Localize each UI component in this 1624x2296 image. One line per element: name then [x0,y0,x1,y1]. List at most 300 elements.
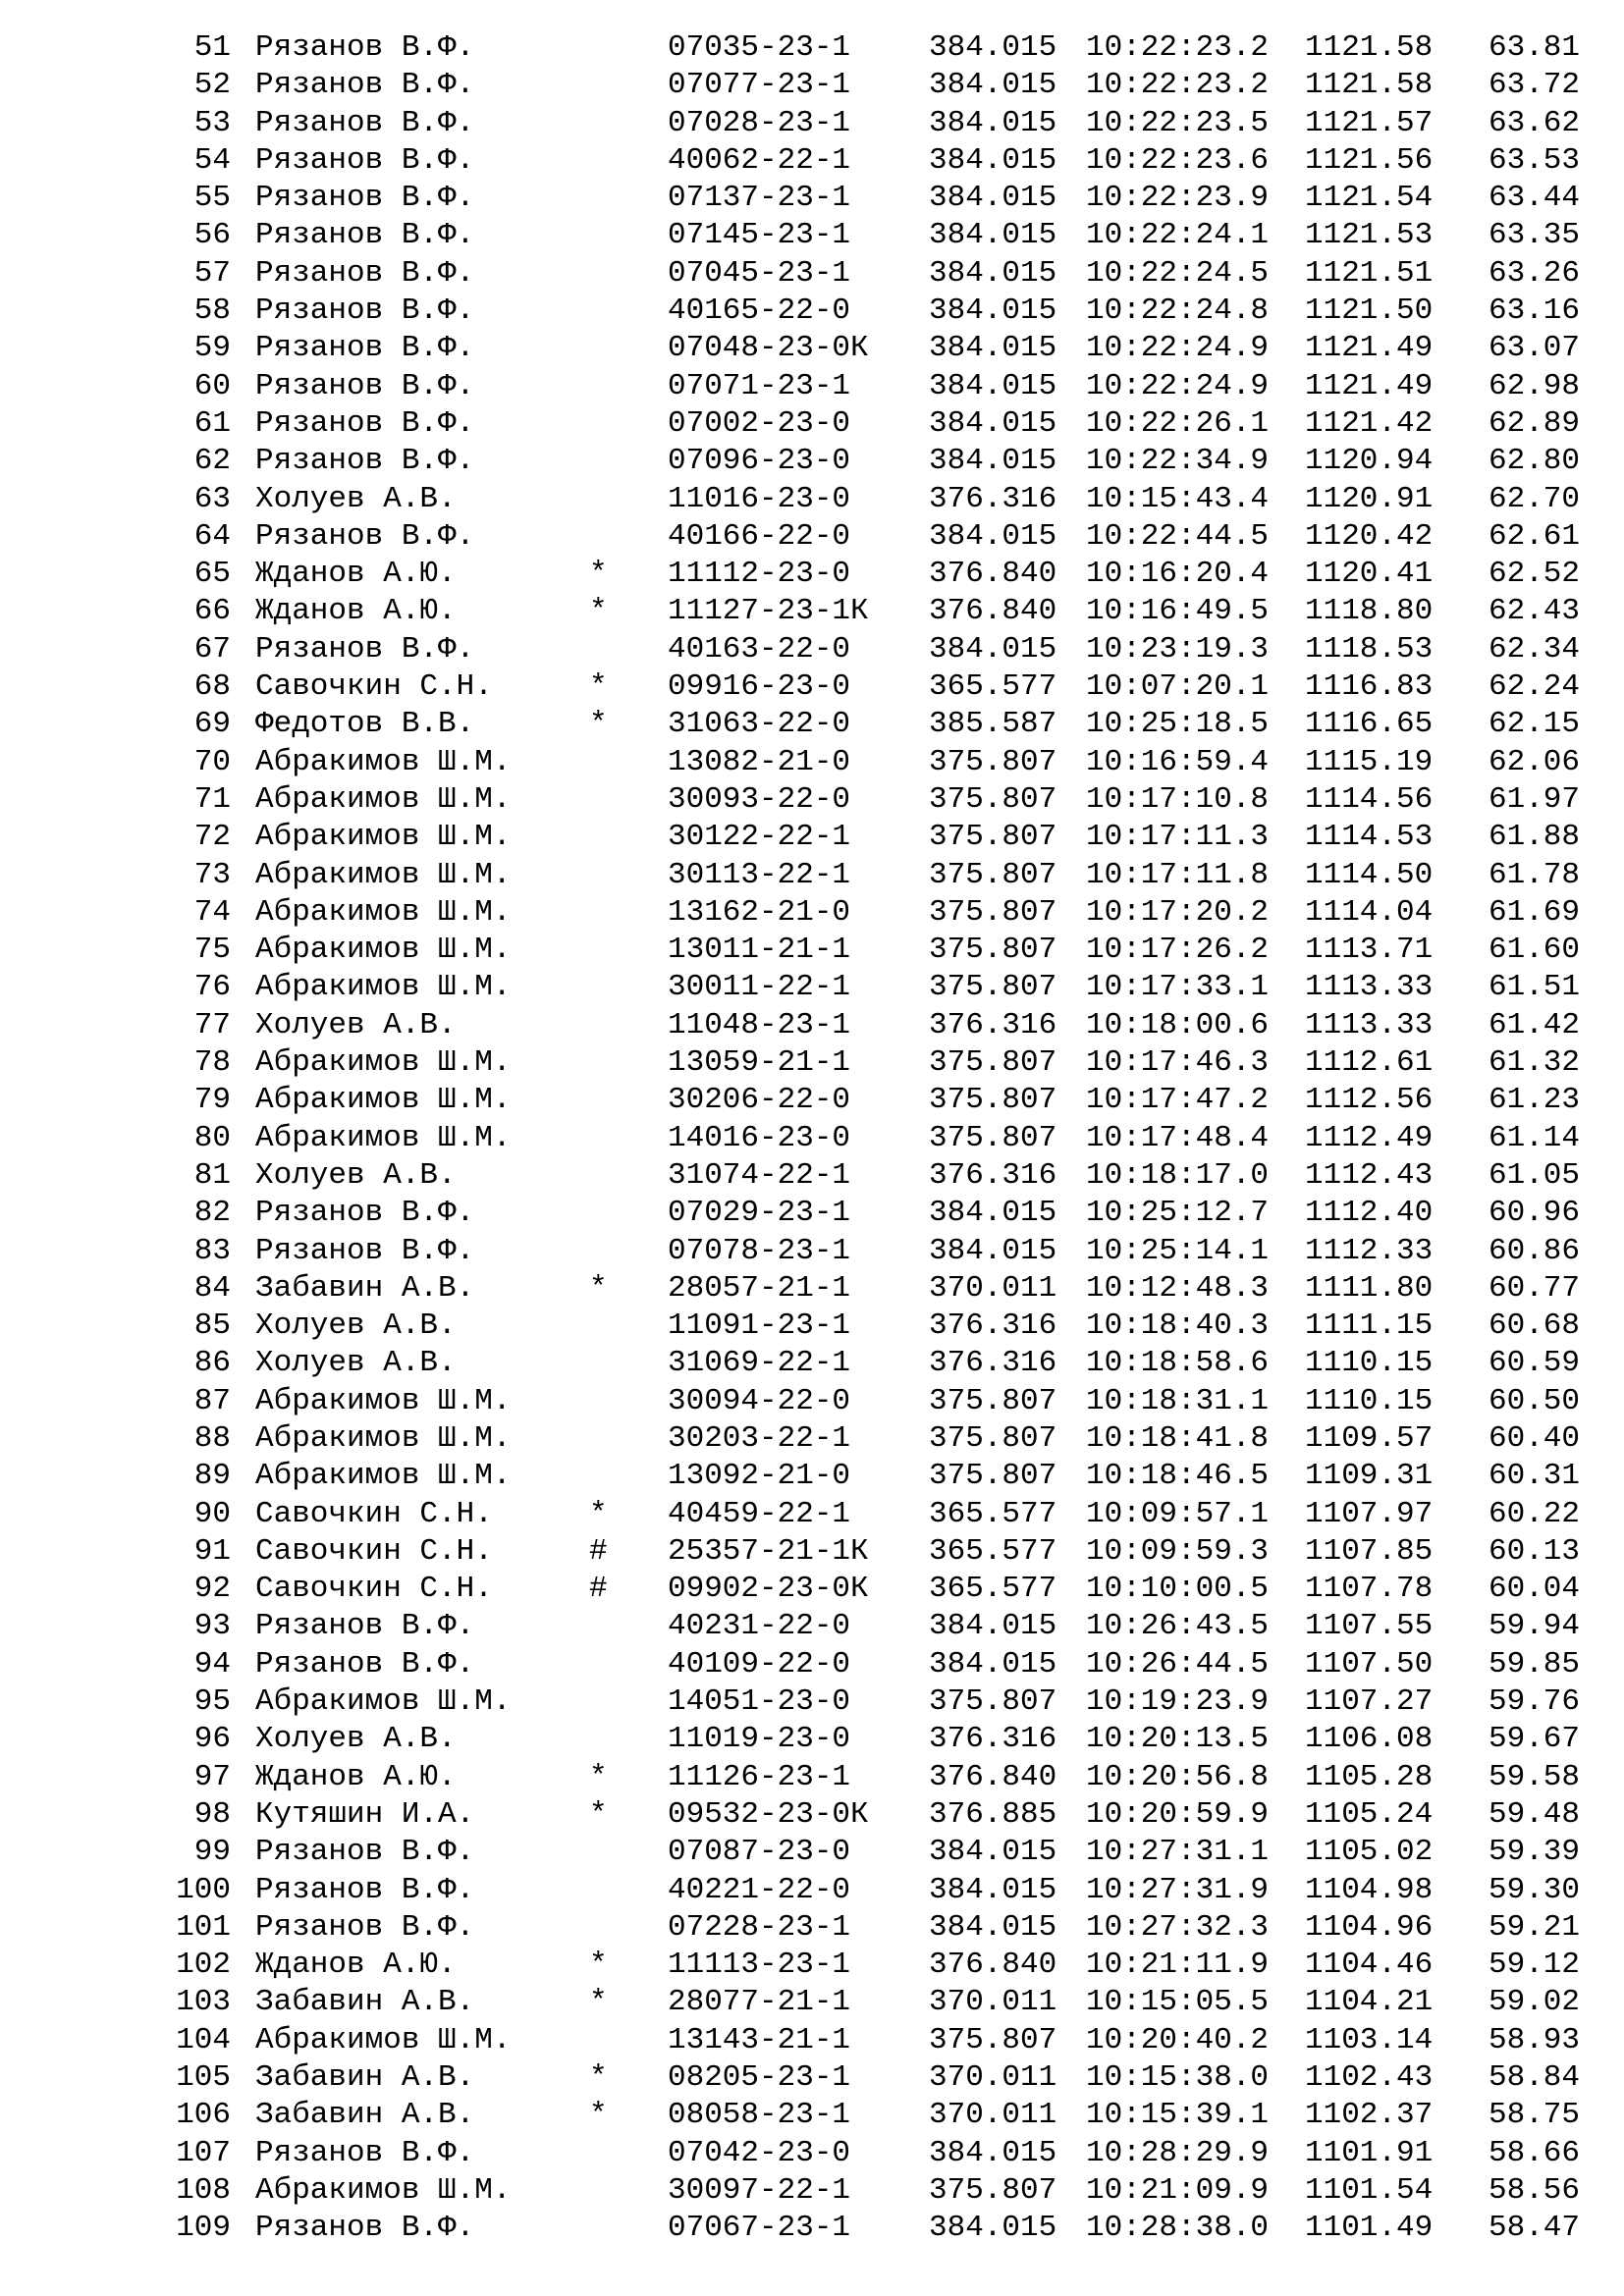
fancier-name: Абракимов Ш.М. [255,2172,512,2208]
table-row [0,1683,1624,1721]
table-row [0,293,1624,330]
table-row [0,142,1624,180]
place-number: 104 [176,2022,231,2057]
place-number: 91 [193,1533,231,1569]
ring-number: 28057-21-1 [668,1270,851,1306]
place-number: 75 [193,933,231,968]
table-row [0,2135,1624,2172]
arrival-time: 10:17:46.3 [1086,1045,1270,1081]
ring-number: 13082-21-0 [668,744,851,779]
place-number: 81 [193,1157,231,1193]
table-row [0,1872,1624,1909]
fancier-name: Рязанов В.Ф. [255,142,475,178]
arrival-time: 10:22:23.2 [1086,30,1270,65]
table-row [0,969,1624,1006]
arrival-time: 10:22:23.6 [1086,142,1270,178]
speed: 1112.33 [1305,1233,1434,1268]
speed: 1111.15 [1305,1308,1434,1344]
points: 61.97 [1488,781,1580,817]
speed: 1112.56 [1305,1083,1434,1118]
fancier-name: Жданов А.Ю. [255,1759,457,1794]
ring-number: 11016-23-0 [668,481,851,516]
table-row [0,1947,1624,1984]
place-number: 59 [193,331,231,366]
ring-number: 11126-23-1 [668,1759,851,1794]
place-number: 103 [176,1985,231,2020]
place-number: 66 [193,594,231,629]
place-number: 76 [193,970,231,1005]
place-number: 89 [193,1459,231,1494]
fancier-name: Рязанов В.Ф. [255,444,475,479]
speed: 1107.55 [1305,1609,1434,1644]
distance: 375.807 [929,1045,1057,1081]
speed: 1116.83 [1305,669,1434,705]
fancier-name: Рязанов В.Ф. [255,631,475,667]
table-row [0,668,1624,706]
table-row [0,1571,1624,1608]
table-row [0,255,1624,293]
note-mark: * [589,1496,608,1531]
place-number: 99 [193,1835,231,1870]
points: 60.40 [1488,1420,1580,1456]
arrival-time: 10:15:43.4 [1086,481,1270,516]
points: 61.42 [1488,1007,1580,1042]
place-number: 57 [193,255,231,291]
place-number: 82 [193,1196,231,1231]
points: 60.68 [1488,1308,1580,1344]
arrival-time: 10:22:34.9 [1086,444,1270,479]
place-number: 93 [193,1609,231,1644]
distance: 376.316 [929,1007,1057,1042]
points: 58.75 [1488,2098,1580,2133]
place-number: 68 [193,669,231,705]
table-row [0,932,1624,969]
speed: 1106.08 [1305,1722,1434,1757]
points: 61.51 [1488,970,1580,1005]
ring-number: 11127-23-1К [668,594,869,629]
ring-number: 30094-22-0 [668,1383,851,1418]
table-row [0,368,1624,405]
distance: 376.885 [929,1796,1057,1832]
ring-number: 11091-23-1 [668,1308,851,1344]
arrival-time: 10:16:20.4 [1086,557,1270,592]
points: 63.72 [1488,68,1580,103]
fancier-name: Рязанов В.Ф. [255,105,475,140]
place-number: 74 [193,894,231,930]
ring-number: 13143-21-1 [668,2022,851,2057]
ring-number: 11112-23-0 [668,557,851,592]
arrival-time: 10:27:31.1 [1086,1835,1270,1870]
fancier-name: Холуев А.В. [255,481,457,516]
points: 62.89 [1488,405,1580,441]
speed: 1113.33 [1305,1007,1434,1042]
speed: 1110.15 [1305,1383,1434,1418]
distance: 375.807 [929,970,1057,1005]
place-number: 96 [193,1722,231,1757]
arrival-time: 10:10:00.5 [1086,1572,1270,1607]
note-mark: # [589,1572,608,1607]
arrival-time: 10:19:23.9 [1086,1684,1270,1720]
note-mark: * [589,1796,608,1832]
place-number: 65 [193,557,231,592]
distance: 375.807 [929,857,1057,892]
table-row [0,2097,1624,2134]
ring-number: 09916-23-0 [668,669,851,705]
points: 61.05 [1488,1157,1580,1193]
fancier-name: Рязанов В.Ф. [255,1835,475,1870]
fancier-name: Абракимов Ш.М. [255,970,512,1005]
fancier-name: Жданов А.Ю. [255,594,457,629]
arrival-time: 10:18:31.1 [1086,1383,1270,1418]
ring-number: 07137-23-1 [668,181,851,216]
place-number: 55 [193,181,231,216]
ring-number: 09532-23-0К [668,1796,869,1832]
points: 60.31 [1488,1459,1580,1494]
distance: 384.015 [929,142,1057,178]
distance: 384.015 [929,1233,1057,1268]
table-row [0,1082,1624,1119]
table-row [0,2210,1624,2247]
points: 59.21 [1488,1909,1580,1945]
points: 60.96 [1488,1196,1580,1231]
ring-number: 07035-23-1 [668,30,851,65]
ring-number: 07096-23-0 [668,444,851,479]
table-row [0,1120,1624,1157]
table-row [0,405,1624,443]
ring-number: 14016-23-0 [668,1120,851,1155]
speed: 1121.42 [1305,405,1434,441]
distance: 376.840 [929,594,1057,629]
distance: 375.807 [929,1120,1057,1155]
ring-number: 08058-23-1 [668,2098,851,2133]
ring-number: 28077-21-1 [668,1985,851,2020]
arrival-time: 10:17:48.4 [1086,1120,1270,1155]
points: 63.26 [1488,255,1580,291]
points: 62.61 [1488,518,1580,554]
fancier-name: Забавин А.В. [255,2098,475,2133]
speed: 1115.19 [1305,744,1434,779]
place-number: 95 [193,1684,231,1720]
distance: 376.316 [929,1346,1057,1381]
table-row [0,217,1624,254]
fancier-name: Федотов В.В. [255,707,475,742]
points: 59.94 [1488,1609,1580,1644]
place-number: 77 [193,1007,231,1042]
distance: 384.015 [929,1872,1057,1907]
fancier-name: Абракимов Ш.М. [255,744,512,779]
arrival-time: 10:28:29.9 [1086,2135,1270,2170]
fancier-name: Жданов А.Ю. [255,557,457,592]
speed: 1103.14 [1305,2022,1434,2057]
points: 62.34 [1488,631,1580,667]
points: 59.67 [1488,1722,1580,1757]
arrival-time: 10:18:46.5 [1086,1459,1270,1494]
place-number: 105 [176,2060,231,2096]
speed: 1114.53 [1305,820,1434,855]
ring-number: 07029-23-1 [668,1196,851,1231]
fancier-name: Абракимов Ш.М. [255,894,512,930]
points: 59.39 [1488,1835,1580,1870]
distance: 375.807 [929,2172,1057,2208]
fancier-name: Рязанов В.Ф. [255,368,475,403]
speed: 1104.21 [1305,1985,1434,2020]
table-row [0,593,1624,630]
note-mark: * [589,1759,608,1794]
place-number: 102 [176,1948,231,1983]
fancier-name: Рязанов В.Ф. [255,1909,475,1945]
points: 62.52 [1488,557,1580,592]
fancier-name: Рязанов В.Ф. [255,1872,475,1907]
note-mark: * [589,1270,608,1306]
speed: 1120.91 [1305,481,1434,516]
arrival-time: 10:22:26.1 [1086,405,1270,441]
speed: 1107.97 [1305,1496,1434,1531]
speed: 1121.49 [1305,368,1434,403]
place-number: 53 [193,105,231,140]
distance: 376.316 [929,1308,1057,1344]
table-row [0,1270,1624,1308]
fancier-name: Абракимов Ш.М. [255,1045,512,1081]
place-number: 87 [193,1383,231,1418]
place-number: 84 [193,1270,231,1306]
table-row [0,2059,1624,2097]
place-number: 106 [176,2098,231,2133]
arrival-time: 10:27:32.3 [1086,1909,1270,1945]
distance: 384.015 [929,368,1057,403]
table-row [0,781,1624,819]
arrival-time: 10:22:23.5 [1086,105,1270,140]
table-row [0,67,1624,104]
points: 62.15 [1488,707,1580,742]
results-table [0,29,1624,2248]
distance: 376.840 [929,557,1057,592]
arrival-time: 10:17:10.8 [1086,781,1270,817]
points: 59.58 [1488,1759,1580,1794]
arrival-time: 10:25:12.7 [1086,1196,1270,1231]
ring-number: 30011-22-1 [668,970,851,1005]
table-row [0,1458,1624,1495]
table-row [0,518,1624,556]
fancier-name: Рязанов В.Ф. [255,30,475,65]
place-number: 88 [193,1420,231,1456]
distance: 384.015 [929,294,1057,329]
arrival-time: 10:27:31.9 [1086,1872,1270,1907]
distance: 370.011 [929,2060,1057,2096]
note-mark: * [589,707,608,742]
speed: 1111.80 [1305,1270,1434,1306]
points: 59.02 [1488,1985,1580,2020]
arrival-time: 10:17:11.3 [1086,820,1270,855]
distance: 384.015 [929,218,1057,253]
note-mark: * [589,594,608,629]
place-number: 94 [193,1646,231,1682]
table-row [0,1345,1624,1382]
distance: 384.015 [929,255,1057,291]
arrival-time: 10:15:05.5 [1086,1985,1270,2020]
speed: 1107.78 [1305,1572,1434,1607]
points: 60.13 [1488,1533,1580,1569]
fancier-name: Рязанов В.Ф. [255,2211,475,2246]
speed: 1110.15 [1305,1346,1434,1381]
note-mark: * [589,557,608,592]
speed: 1104.46 [1305,1948,1434,1983]
place-number: 62 [193,444,231,479]
points: 63.16 [1488,294,1580,329]
arrival-time: 10:25:18.5 [1086,707,1270,742]
distance: 375.807 [929,1383,1057,1418]
place-number: 85 [193,1308,231,1344]
table-row [0,894,1624,932]
table-row [0,105,1624,142]
speed: 1101.91 [1305,2135,1434,2170]
place-number: 86 [193,1346,231,1381]
table-row [0,1796,1624,1834]
points: 58.47 [1488,2211,1580,2246]
fancier-name: Абракимов Ш.М. [255,933,512,968]
speed: 1113.71 [1305,933,1434,968]
distance: 375.807 [929,1420,1057,1456]
table-row [0,1233,1624,1270]
place-number: 60 [193,368,231,403]
ring-number: 07067-23-1 [668,2211,851,2246]
fancier-name: Рязанов В.Ф. [255,181,475,216]
distance: 376.316 [929,481,1057,516]
speed: 1105.28 [1305,1759,1434,1794]
ring-number: 30093-22-0 [668,781,851,817]
ring-number: 07228-23-1 [668,1909,851,1945]
note-mark: * [589,2060,608,2096]
distance: 375.807 [929,820,1057,855]
arrival-time: 10:17:33.1 [1086,970,1270,1005]
arrival-time: 10:17:20.2 [1086,894,1270,930]
arrival-time: 10:17:26.2 [1086,933,1270,968]
arrival-time: 10:09:59.3 [1086,1533,1270,1569]
points: 61.32 [1488,1045,1580,1081]
fancier-name: Холуев А.В. [255,1308,457,1344]
speed: 1112.61 [1305,1045,1434,1081]
speed: 1107.85 [1305,1533,1434,1569]
fancier-name: Забавин А.В. [255,2060,475,2096]
speed: 1112.43 [1305,1157,1434,1193]
speed: 1109.31 [1305,1459,1434,1494]
speed: 1121.49 [1305,331,1434,366]
points: 61.69 [1488,894,1580,930]
points: 62.70 [1488,481,1580,516]
arrival-time: 10:09:57.1 [1086,1496,1270,1531]
points: 58.84 [1488,2060,1580,2096]
ring-number: 07042-23-0 [668,2135,851,2170]
table-row [0,1308,1624,1345]
ring-number: 40109-22-0 [668,1646,851,1682]
table-row [0,2172,1624,2210]
speed: 1114.50 [1305,857,1434,892]
arrival-time: 10:16:59.4 [1086,744,1270,779]
place-number: 97 [193,1759,231,1794]
distance: 375.807 [929,1083,1057,1118]
points: 63.62 [1488,105,1580,140]
place-number: 69 [193,707,231,742]
speed: 1102.43 [1305,2060,1434,2096]
points: 60.77 [1488,1270,1580,1306]
arrival-time: 10:18:00.6 [1086,1007,1270,1042]
table-row [0,1646,1624,1683]
place-number: 79 [193,1083,231,1118]
table-row [0,180,1624,217]
place-number: 71 [193,781,231,817]
fancier-name: Рязанов В.Ф. [255,1646,475,1682]
speed: 1104.98 [1305,1872,1434,1907]
arrival-time: 10:25:14.1 [1086,1233,1270,1268]
place-number: 61 [193,405,231,441]
distance: 365.577 [929,1496,1057,1531]
points: 60.59 [1488,1346,1580,1381]
fancier-name: Савочкин С.Н. [255,669,493,705]
ring-number: 30097-22-1 [668,2172,851,2208]
ring-number: 30203-22-1 [668,1420,851,1456]
distance: 384.015 [929,444,1057,479]
fancier-name: Рязанов В.Ф. [255,2135,475,2170]
points: 61.88 [1488,820,1580,855]
arrival-time: 10:26:44.5 [1086,1646,1270,1682]
arrival-time: 10:17:47.2 [1086,1083,1270,1118]
points: 63.53 [1488,142,1580,178]
table-row [0,1420,1624,1458]
ring-number: 30122-22-1 [668,820,851,855]
table-row [0,481,1624,518]
arrival-time: 10:28:38.0 [1086,2211,1270,2246]
table-row [0,1496,1624,1533]
table-row [0,857,1624,894]
place-number: 90 [193,1496,231,1531]
table-row [0,1157,1624,1195]
fancier-name: Абракимов Ш.М. [255,1120,512,1155]
arrival-time: 10:20:40.2 [1086,2022,1270,2057]
speed: 1120.41 [1305,557,1434,592]
fancier-name: Абракимов Ш.М. [255,820,512,855]
fancier-name: Савочкин С.Н. [255,1533,493,1569]
points: 61.23 [1488,1083,1580,1118]
distance: 375.807 [929,2022,1057,2057]
place-number: 92 [193,1572,231,1607]
points: 58.93 [1488,2022,1580,2057]
table-row [0,631,1624,668]
table-row [0,1909,1624,1947]
points: 61.14 [1488,1120,1580,1155]
points: 59.48 [1488,1796,1580,1832]
place-number: 72 [193,820,231,855]
ring-number: 31074-22-1 [668,1157,851,1193]
ring-number: 40062-22-1 [668,142,851,178]
place-number: 54 [193,142,231,178]
note-mark: * [589,1985,608,2020]
arrival-time: 10:22:23.9 [1086,181,1270,216]
speed: 1121.58 [1305,68,1434,103]
points: 59.30 [1488,1872,1580,1907]
fancier-name: Абракимов Ш.М. [255,1684,512,1720]
ring-number: 07028-23-1 [668,105,851,140]
points: 62.43 [1488,594,1580,629]
arrival-time: 10:22:44.5 [1086,518,1270,554]
arrival-time: 10:20:56.8 [1086,1759,1270,1794]
place-number: 107 [176,2135,231,2170]
distance: 384.015 [929,1646,1057,1682]
arrival-time: 10:15:38.0 [1086,2060,1270,2096]
speed: 1114.56 [1305,781,1434,817]
table-row [0,1984,1624,2021]
points: 62.80 [1488,444,1580,479]
distance: 384.015 [929,2211,1057,2246]
distance: 376.316 [929,1157,1057,1193]
